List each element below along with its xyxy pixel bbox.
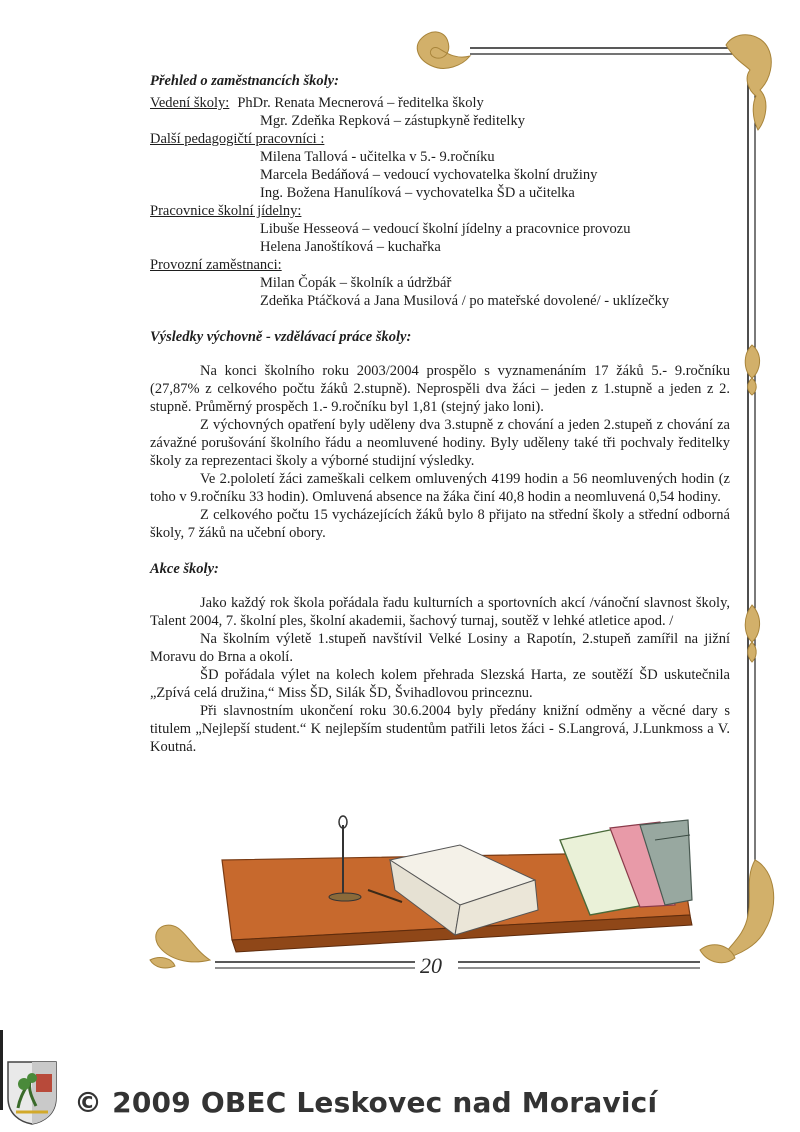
staff-entry: Libuše Hesseová – vedoucí školní jídelny a pracovnice provozu — [260, 221, 631, 237]
paragraph: Na školním výletě 1.stupeň navštívil Velké Losiny a Rapotín, 2.stupeň zamířil na jižní Moravu do Brna a okolí. — [150, 631, 730, 665]
coat-of-arms-icon — [6, 1058, 58, 1126]
section-title-results: Výsledky výchovně - vzdělávací práce školy: — [150, 329, 412, 345]
ornament-right-2 — [745, 605, 759, 662]
page-number: 20 — [420, 953, 442, 978]
staff-group-label: Provozní zaměstnanci: — [150, 257, 282, 273]
staff-entry: Mgr. Zdeňka Repková – zástupkyně ředitelky — [260, 113, 525, 129]
staff-entry: Milan Čopák – školník a údržbář — [260, 275, 452, 291]
page-content — [150, 72, 730, 756]
staff-group-management — [150, 94, 730, 112]
staff-group-label: Pracovnice školní jídelny: — [150, 203, 302, 219]
staff-entry: Ing. Božena Hanulíková – vychovatelka ŠD a učitelka — [260, 185, 575, 201]
staff-entry: Marcela Bedáňová – vedoucí vychovatelka školní družiny — [260, 167, 598, 183]
staff-entry: Zdeňka Ptáčková a Jana Musilová / po mateřské dovolené/ - uklízečky — [260, 293, 670, 309]
paragraph: Z celkového počtu 15 vycházejících žáků bylo 8 přijato na střední školy a střední odborná školy, 7 žáků na učební obory. — [150, 507, 730, 541]
staff-group-label: Vedení školy: — [150, 95, 230, 111]
paragraph: Ve 2.pololetí žáci zameškali celkem omluvených 4199 hodin a 56 neomluvených hodin (z toho v 9.ročníku 33 hodin). Omluvená absence na žáka činí 40,8 hodin a neomluvená 0,54 hodiny. — [150, 471, 730, 505]
paragraph: Při slavnostním ukončení roku 30.6.2004 byly předány knižní odměny a věcné dary s titulem „Nejlepší student.“ K nejlepším studentům patřili letos žáci - S.Langrová, J.Lunkmoss a V. Koutná. — [150, 703, 730, 755]
ornament-right-1 — [745, 345, 759, 395]
paragraph: Na konci školního roku 2003/2004 prospělo s vyznamenáním 17 žáků 5.- 9.ročníku (27,87% z celkového počtu žáků 2.stupně). Neprospěli dva žáci – jeden z 1.stupně a jeden z 2. stupně. Průměrný prospěch 1.- 9.ročníku byl 1,81 (stejný jako loni). — [150, 363, 730, 415]
left-edge-bar — [0, 1030, 3, 1110]
copyright-watermark: © 2009 OBEC Leskovec nad Moravicí — [74, 1086, 658, 1119]
ornament-bottom-left — [150, 925, 210, 968]
staff-group-label: Další pedagogičtí pracovníci : — [150, 131, 325, 147]
section-title-events: Akce školy: — [150, 561, 219, 577]
ornament-top-left — [417, 32, 470, 68]
staff-entry: Milena Tallová - učitelka v 5.- 9.ročníku — [260, 149, 495, 165]
paragraph: Jako každý rok škola pořádala řadu kulturních a sportovních akcí /vánoční slavnost školy, Talent 2004, 7. školní ples, školní akademii, šachový turnaj, soutěž v lehké atletice apod. / — [150, 595, 730, 629]
bookshelf-illustration — [222, 816, 692, 952]
ornament-bottom-right — [700, 860, 774, 963]
paragraph: Z výchovných opatření byly uděleny dva 3.stupně z chování a jeden 2.stupeň z chování za závažné porušování školního řádu a neomluvené hodiny. Byly uděleny také tři pochvaly ředitelky školy za reprezentaci školy a výborné studijní výsledky. — [150, 417, 730, 469]
staff-entry: PhDr. Renata Mecnerová – ředitelka školy — [237, 95, 484, 111]
paragraph: ŠD pořádala výlet na kolech kolem přehrada Slezská Harta, ze soutěží ŠD uskutečnila „Zpívá celá družina,“ Miss ŠD, Silák ŠD, Švihadlovou princeznu. — [150, 667, 730, 701]
section-title-staff: Přehled o zaměstnancích školy: — [150, 73, 339, 89]
staff-entry: Helena Janoštíková – kuchařka — [260, 239, 441, 255]
